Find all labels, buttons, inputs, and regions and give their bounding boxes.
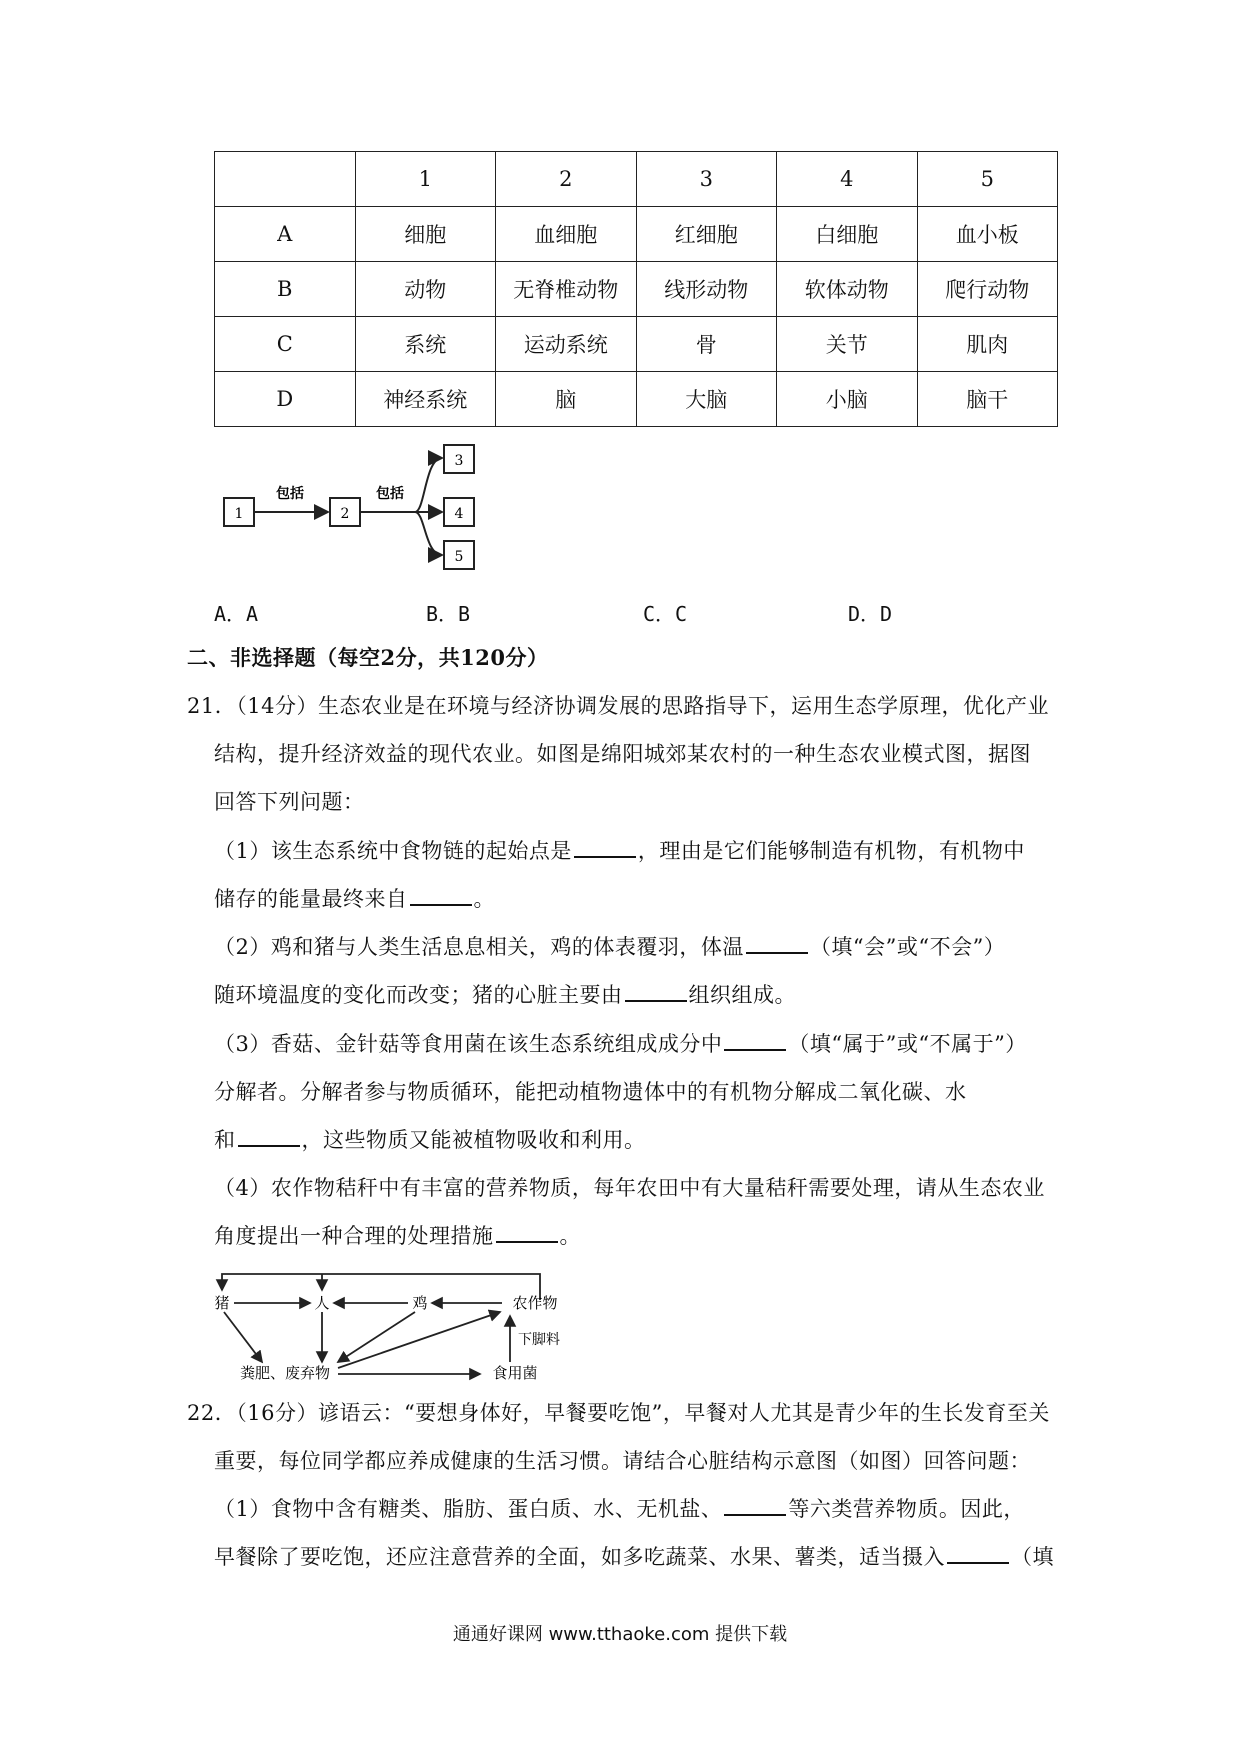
- q21-part2-text-b: （填“会”或“不会”）: [809, 935, 1006, 959]
- q21-part2-text-a: （2）鸡和猪与人类生活息息相关，鸡的体表覆羽，体温: [214, 935, 744, 959]
- node-human: 人: [314, 1294, 330, 1312]
- q21-part1-line2: [214, 884, 495, 914]
- table-cell: 线形动物: [636, 262, 777, 317]
- section-title: 二、非选择题（每空2分，共120分）: [187, 645, 549, 670]
- table-cell: A: [215, 207, 356, 262]
- q21-part1-text-b: ，理由是它们能够制造有机物，有机物中: [637, 839, 1025, 863]
- include-label-2: 包括: [376, 486, 404, 502]
- q22-part1-text-a: （1）食物中含有糖类、脂肪、蛋白质、水、无机盐、: [214, 1497, 723, 1521]
- table-cell: 细胞: [355, 207, 496, 262]
- q21-part2-line1: [214, 932, 1005, 962]
- table-cell: 无脊椎动物: [496, 262, 637, 317]
- q21-part3-line2: 分解者。分解者参与物质循环，能把动植物遗体中的有机物分解成二氧化碳、水: [214, 1080, 967, 1104]
- q21-part2-line2: [214, 980, 796, 1010]
- answer-blank[interactable]: [410, 884, 472, 906]
- answer-blank[interactable]: [238, 1125, 300, 1147]
- table-cell: 动物: [355, 262, 496, 317]
- answer-blank[interactable]: [724, 1029, 786, 1051]
- answer-blank[interactable]: [496, 1221, 558, 1243]
- table-cell: 红细胞: [636, 207, 777, 262]
- q21-part1-text-d: 。: [473, 887, 495, 911]
- table-cell: 小脑: [777, 372, 918, 427]
- table-cell: 2: [496, 152, 637, 207]
- q22-part1-line1: [214, 1494, 1025, 1524]
- q21-part4-text-b: 角度提出一种合理的处理措施: [214, 1224, 494, 1248]
- table-cell: 关节: [777, 317, 918, 372]
- table-cell: 白细胞: [777, 207, 918, 262]
- answer-blank[interactable]: [625, 980, 687, 1002]
- q21-line1: 21．（14分）生态农业是在环境与经济协调发展的思路指导下，运用生态学原理，优化产业: [187, 694, 1049, 718]
- q21-part2-text-c: 随环境温度的变化而改变；猪的心脏主要由: [214, 983, 623, 1007]
- option-a: A．A: [214, 602, 259, 626]
- node-pig: 猪: [214, 1294, 230, 1312]
- table-cell: 脑干: [917, 372, 1058, 427]
- q22-part1-text-c: 早餐除了要吃饱，还应注意营养的全面，如多吃蔬菜、水果、薯类，适当摄入: [214, 1545, 945, 1569]
- q21-part1-text-c: 储存的能量最终来自: [214, 887, 408, 911]
- table-row: [215, 207, 1058, 262]
- table-cell: 血小板: [917, 207, 1058, 262]
- eco-agriculture-diagram: [210, 1268, 610, 1388]
- classification-table: [214, 151, 1058, 427]
- include-label: 包括: [276, 486, 304, 502]
- concept-box-5-label: 5: [454, 549, 464, 565]
- q22-part1-text-b: 等六类营养物质。因此，: [788, 1497, 1025, 1521]
- concept-diagram: [220, 440, 500, 590]
- q21-part3-text-b: （填“属于”或“不属于”）: [788, 1032, 1027, 1056]
- table-cell: 4: [777, 152, 918, 207]
- table-row: [215, 262, 1058, 317]
- table-cell: 脑: [496, 372, 637, 427]
- node-fungi: 食用菌: [492, 1364, 538, 1382]
- q21-part4-text-c: 。: [559, 1224, 581, 1248]
- table-cell: 5: [917, 152, 1058, 207]
- page-footer: 通通好课网 www.tthaoke.com 提供下载: [452, 1624, 788, 1645]
- table-cell: 运动系统: [496, 317, 637, 372]
- table-cell: B: [215, 262, 356, 317]
- q21-part2-text-d: 组织组成。: [688, 983, 796, 1007]
- table-cell: 肌肉: [917, 317, 1058, 372]
- node-crops: 农作物: [512, 1294, 558, 1312]
- q21-part3-text-a: （3）香菇、金针菇等食用菌在该生态系统组成成分中: [214, 1032, 723, 1056]
- node-chicken: 鸡: [412, 1294, 428, 1312]
- q22-part1-line2: [214, 1542, 1054, 1572]
- concept-box-2-label: 2: [340, 506, 350, 522]
- table-cell: [215, 152, 356, 207]
- table-cell: 1: [355, 152, 496, 207]
- q21-part3-line3: [214, 1125, 646, 1155]
- q22-line2: 重要，每位同学都应养成健康的生活习惯。请结合心脏结构示意图（如图）回答问题：: [214, 1449, 1031, 1473]
- q22-line1: 22．（16分）谚语云：“要想身体好，早餐要吃饱”，早餐对人尤其是青少年的生长发育至关: [187, 1401, 1050, 1425]
- answer-blank[interactable]: [574, 836, 636, 858]
- table-cell: 血细胞: [496, 207, 637, 262]
- table-header-row: [215, 152, 1058, 207]
- q21-part3-text-d: 和: [214, 1128, 236, 1152]
- answer-blank[interactable]: [947, 1542, 1009, 1564]
- option-b: B．B: [426, 602, 471, 626]
- concept-box-4-label: 4: [454, 506, 464, 522]
- table-cell: 神经系统: [355, 372, 496, 427]
- leftover-label: 下脚料: [518, 1332, 560, 1348]
- table-row: [215, 372, 1058, 427]
- q21-part3-line1: [214, 1029, 1027, 1059]
- q21-part1-text-a: （1）该生态系统中食物链的起始点是: [214, 839, 572, 863]
- q22-part1-text-d: （填: [1011, 1545, 1054, 1569]
- option-d: D．D: [848, 602, 893, 626]
- table-cell: 系统: [355, 317, 496, 372]
- table-cell: 3: [636, 152, 777, 207]
- table-cell: C: [215, 317, 356, 372]
- table-cell: D: [215, 372, 356, 427]
- q21-part3-text-e: ，这些物质又能被植物吸收和利用。: [301, 1128, 646, 1152]
- q21-part4-line1: （4）农作物秸秆中有丰富的营养物质，每年农田中有大量秸秆需要处理，请从生态农业: [214, 1176, 1045, 1200]
- q21-line2: 结构，提升经济效益的现代农业。如图是绵阳城郊某农村的一种生态农业模式图，据图: [214, 742, 1031, 766]
- table-cell: 爬行动物: [917, 262, 1058, 317]
- table-cell: 大脑: [636, 372, 777, 427]
- node-manure: 粪肥、废弃物: [239, 1364, 331, 1382]
- concept-box-3-label: 3: [454, 453, 464, 469]
- q21-part4-line2: [214, 1221, 581, 1251]
- table-cell: 软体动物: [777, 262, 918, 317]
- q21-line3: 回答下列问题：: [214, 790, 365, 814]
- option-c: C．C: [643, 602, 688, 626]
- q21-part1-line1: [214, 836, 1025, 866]
- table-cell: 骨: [636, 317, 777, 372]
- table-row: [215, 317, 1058, 372]
- answer-blank[interactable]: [746, 932, 808, 954]
- answer-blank[interactable]: [724, 1494, 786, 1516]
- concept-box-1-label: 1: [234, 506, 244, 522]
